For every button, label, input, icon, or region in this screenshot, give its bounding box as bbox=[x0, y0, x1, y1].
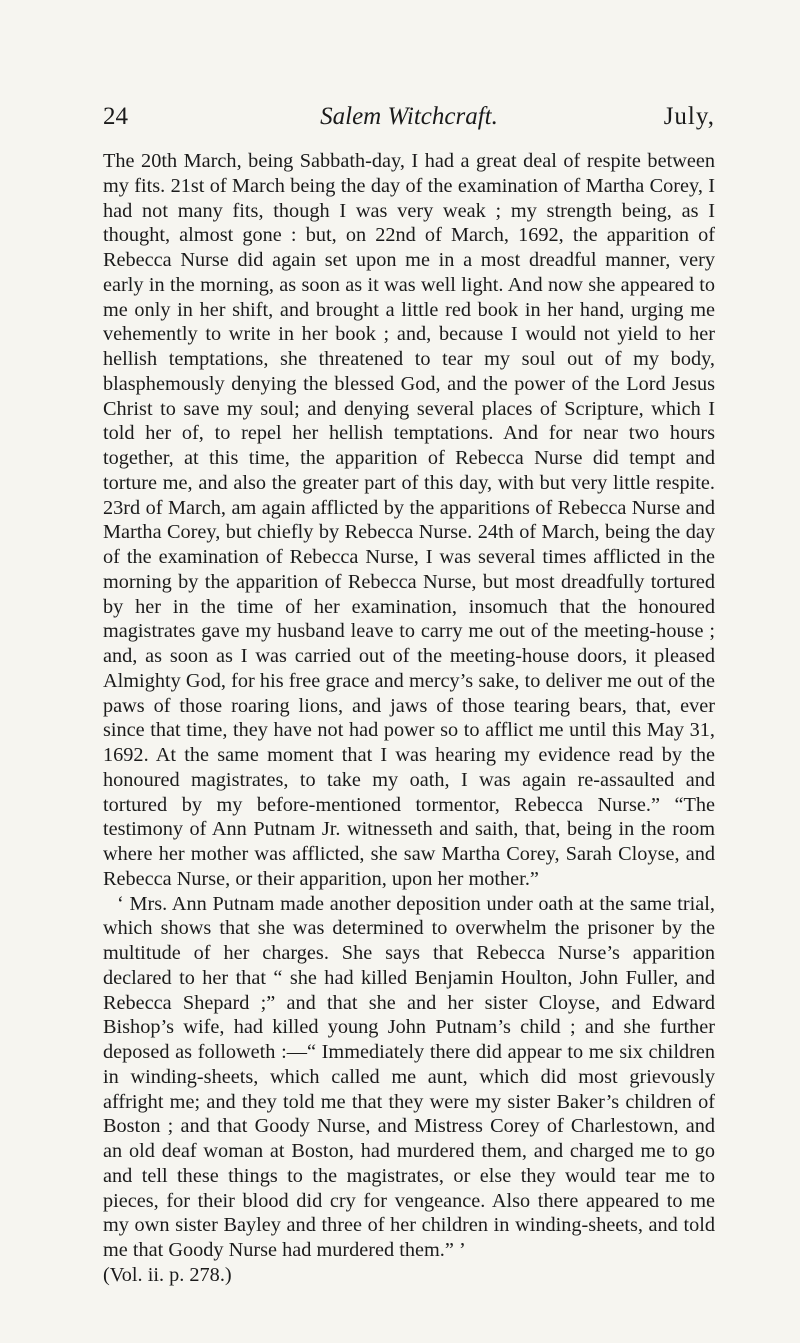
page-number: 24 bbox=[103, 103, 128, 130]
running-header bbox=[103, 100, 715, 134]
running-month: July, bbox=[663, 103, 715, 130]
citation: (Vol. ii. p. 278.) bbox=[103, 1263, 232, 1286]
body-text bbox=[103, 149, 715, 1288]
paragraph-testimony: The 20th March, being Sabbath-day, I had a great deal of respite between my fits. 21st of March being the day of the examination of Martha Corey, I had not many fits, though I was very weak ; my strength being, as I thought, almost gone : but, on 22nd of March, 1692, the apparition of Rebecca Nurse did again set upon me in a most dreadful manner, very early in the morning, as soon as it was well light. And now she appeared to me only in her shift, and brought a little red book in her hand, urging me vehemently to write in her book ; and, because I would not yield to her hellish temptations, she threatened to tear my soul out of my body, blasphemously denying the blessed God, and the power of the Lord Jesus Christ to save my soul; and denying several places of Scripture, which I told her of, to repel her hellish temptations. And for near two hours together, at this time, the apparition of Rebecca Nurse did tempt and torture me, and also the greater part of this day, with but very little respite. 23rd of March, am again afflicted by the apparitions of Rebecca Nurse and Martha Corey, but chiefly by Rebecca Nurse. 24th of March, being the day of the examination of Rebecca Nurse, I was several times afflicted in the morning by the apparition of Rebecca Nurse, but most dreadfully tortured by her in the time of her examination, insomuch that the honoured magistrates gave my husband leave to carry me out of the meeting-house ; and, as soon as I was carried out of the meeting-house doors, it pleased Almighty God, for his free grace and mercy’s sake, to deliver me out of the paws of those roaring lions, and jaws of those tearing bears, that, ever since that time, they have not had power so to afflict me until this May 31, 1692. At the same moment that I was hearing my evidence read by the honoured magistrates, to take my oath, I was again re-assaulted and tortured by my before-mentioned tormentor, Rebecca Nurse.” “The testimony of Ann Putnam Jr. witnesseth and saith, that, being in the room where her mother was afflicted, she saw Martha Corey, Sarah Cloyse, and Rebecca Nurse, or their apparition, upon her mother.” bbox=[103, 150, 715, 890]
running-title: Salem Witchcraft. bbox=[320, 103, 498, 130]
paragraph-deposition: ‘ Mrs. Ann Putnam made another deposition under oath at the same trial, which shows that she was determined to overwhelm the prisoner by the multitude of her charges. She says that Rebecca Nurse’s apparition declared to her that “ she had killed Benjamin Houlton, John Fuller, and Rebecca Shepard ;” and that she and her sister Cloyse, and Edward Bishop’s wife, had killed young John Putnam’s child ; and she further deposed as followeth :—“ Immediately there did appear to me six children in winding-sheets, which called me aunt, which did most grievously affright me; and they told me that they were my sister Baker’s children of Boston ; and that Goody Nurse, and Mistress Corey of Charlestown, and an old deaf woman at Boston, had murdered them, and charged me to go and tell these things to the magistrates, or else they would tear me to pieces, for their blood did cry for vengeance. Also there appeared to me my own sister Bayley and three of her children in winding-sheets, and told me that Goody Nurse had murdered them.” ’ bbox=[103, 892, 715, 1261]
